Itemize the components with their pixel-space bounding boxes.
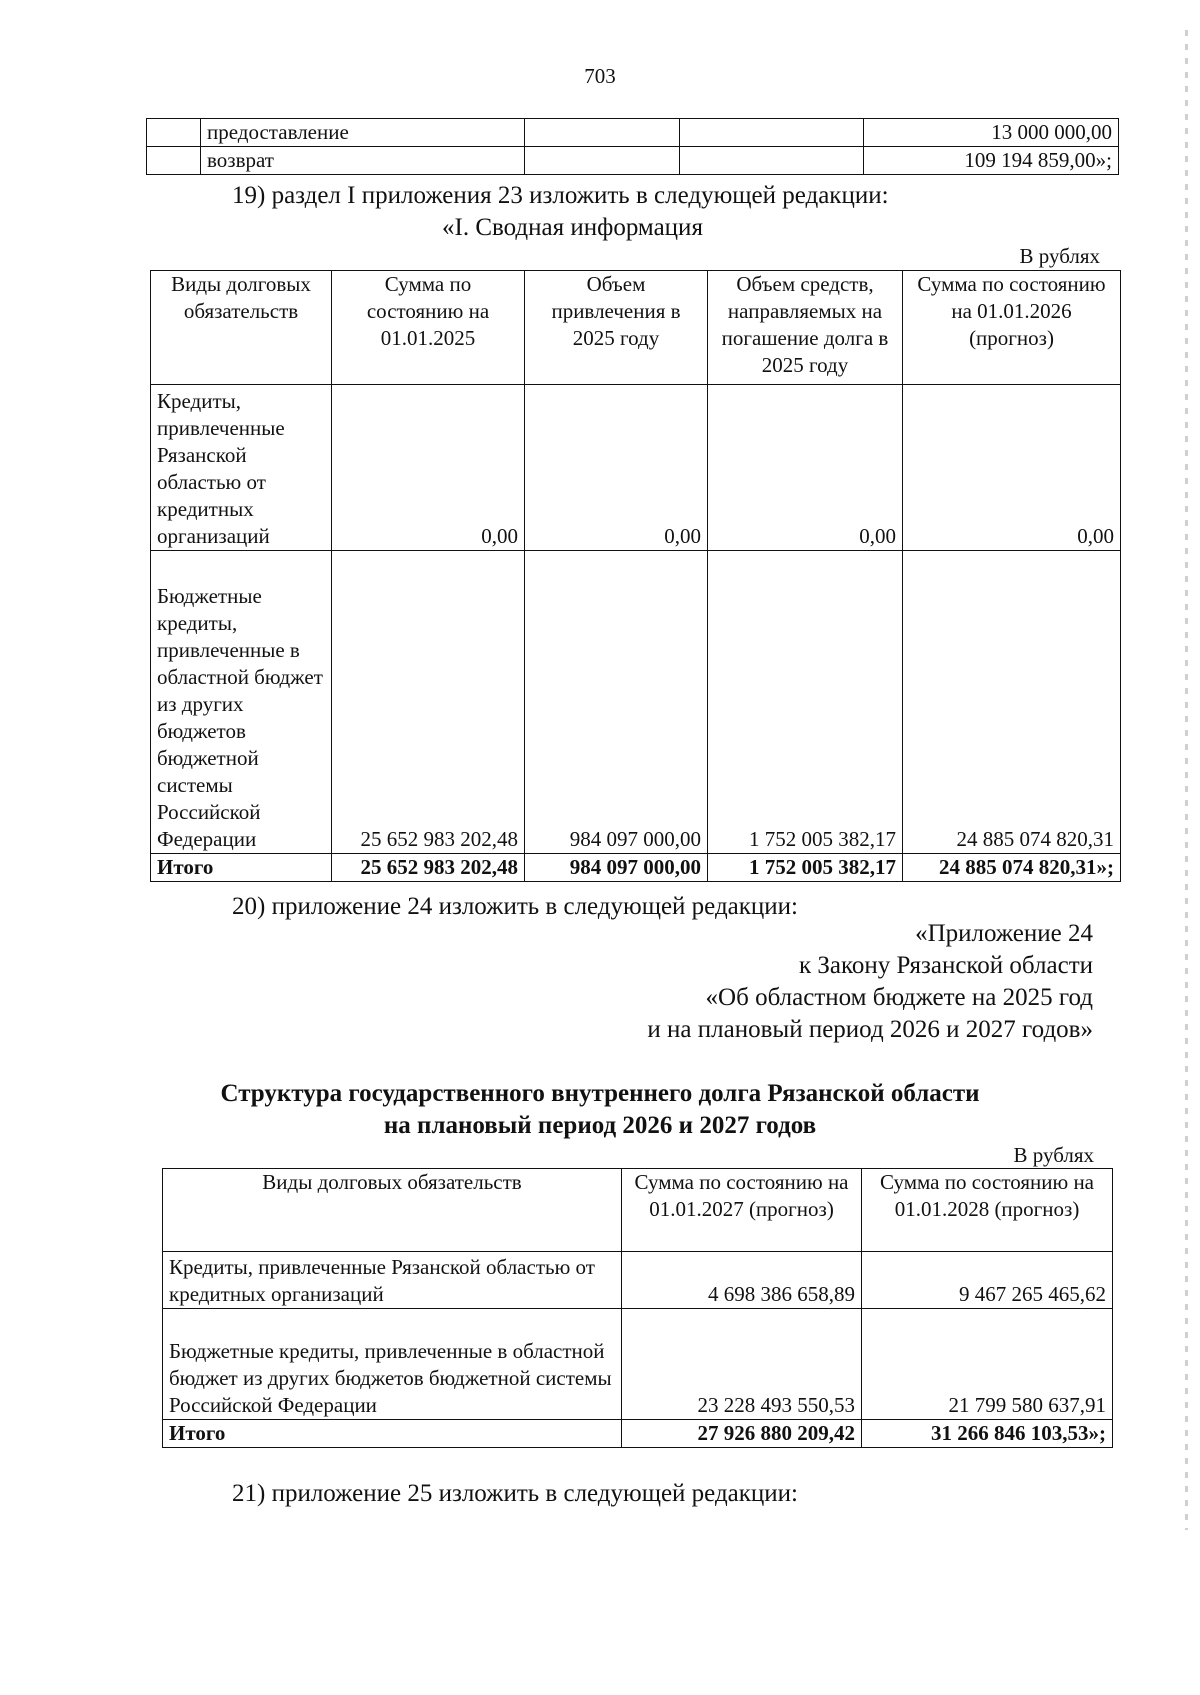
item-21: 21) приложение 25 изложить в следующей редакции:: [232, 1480, 798, 1507]
document-title: [0, 1078, 1200, 1142]
cell-value: 0,00: [708, 385, 903, 551]
total-row: [163, 1420, 1113, 1448]
row-label: предоставление: [201, 119, 525, 147]
title-line: Структура государственного внутреннего долга Рязанской области: [220, 1080, 980, 1107]
total-label: Итого: [163, 1420, 622, 1448]
row-label: Кредиты, привлеченные Рязанской областью от кредитных организаций: [151, 385, 332, 551]
scan-edge-mark: [1185, 30, 1188, 1530]
appendix-line: к Закону Рязанской области: [799, 952, 1093, 979]
row-label: возврат: [201, 147, 525, 175]
cell-value: 1 752 005 382,17: [708, 551, 903, 854]
unit-label: В рублях: [1019, 244, 1100, 268]
table-row: [147, 147, 1119, 175]
cell-value: 23 228 493 550,53: [622, 1309, 862, 1420]
row-value: 109 194 859,00»;: [864, 147, 1119, 175]
appendix-line: и на плановый период 2026 и 2027 годов»: [647, 1016, 1093, 1043]
total-value: 31 266 846 103,53»;: [862, 1420, 1113, 1448]
cell-value: 9 467 265 465,62: [862, 1252, 1113, 1309]
row-label: Бюджетные кредиты, привлеченные в областной бюджет из других бюджетов бюджетной системы Российской Федерации: [163, 1309, 622, 1420]
cell-value: 0,00: [903, 385, 1121, 551]
header-cell: Сумма по состоянию на 01.01.2025: [332, 271, 525, 385]
table-row: [163, 1309, 1113, 1420]
cell-value: 25 652 983 202,48: [332, 551, 525, 854]
cell-value: 0,00: [525, 385, 708, 551]
header-cell: Виды долговых обязательств: [151, 271, 332, 385]
section-title: «I. Сводная информация: [442, 214, 703, 241]
cell-value: 984 097 000,00: [525, 551, 708, 854]
cell-value: 24 885 074 820,31: [903, 551, 1121, 854]
appendix-line: «Об областном бюджете на 2025 год: [705, 984, 1093, 1011]
header-cell: Объем средств, направляемых на погашение долга в 2025 году: [708, 271, 903, 385]
table-row: [163, 1252, 1113, 1309]
title-line: на плановый период 2026 и 2027 годов: [383, 1112, 817, 1139]
total-value: 24 885 074 820,31»;: [903, 854, 1121, 882]
cell-value: 21 799 580 637,91: [862, 1309, 1113, 1420]
cell-value: 4 698 386 658,89: [622, 1252, 862, 1309]
header-cell: Сумма по состоянию на 01.01.2028 (прогноз): [862, 1169, 1113, 1252]
header-cell: Сумма по состоянию на 01.01.2026 (прогноз): [903, 271, 1121, 385]
page-number: 703: [584, 64, 616, 88]
row-label: Кредиты, привлеченные Рязанской областью от кредитных организаций: [163, 1252, 622, 1309]
structure-table: [162, 1168, 1113, 1448]
item-20: 20) приложение 24 изложить в следующей редакции:: [232, 893, 798, 920]
table-header-row: [163, 1169, 1113, 1252]
summary-table: [150, 270, 1121, 882]
table-row: [151, 385, 1121, 551]
total-label: Итого: [151, 854, 332, 882]
total-value: 984 097 000,00: [525, 854, 708, 882]
appendix-header: [647, 918, 1093, 1046]
appendix-line: «Приложение 24: [915, 920, 1093, 947]
table-row: [151, 551, 1121, 854]
table-row: [147, 119, 1119, 147]
row-value: 13 000 000,00: [864, 119, 1119, 147]
total-row: [151, 854, 1121, 882]
total-value: 25 652 983 202,48: [332, 854, 525, 882]
total-value: 1 752 005 382,17: [708, 854, 903, 882]
total-value: 27 926 880 209,42: [622, 1420, 862, 1448]
top-table: [146, 118, 1119, 175]
cell-value: 0,00: [332, 385, 525, 551]
row-label: Бюджетные кредиты, привлеченные в областной бюджет из других бюджетов бюджетной системы Российской Федерации: [151, 551, 332, 854]
item-19: 19) раздел I приложения 23 изложить в следующей редакции:: [232, 182, 889, 209]
unit-label: В рублях: [1013, 1143, 1094, 1167]
header-cell: Сумма по состоянию на 01.01.2027 (прогноз): [622, 1169, 862, 1252]
table-header-row: [151, 271, 1121, 385]
header-cell: Объем привлечения в 2025 году: [525, 271, 708, 385]
header-cell: Виды долговых обязательств: [163, 1169, 622, 1252]
